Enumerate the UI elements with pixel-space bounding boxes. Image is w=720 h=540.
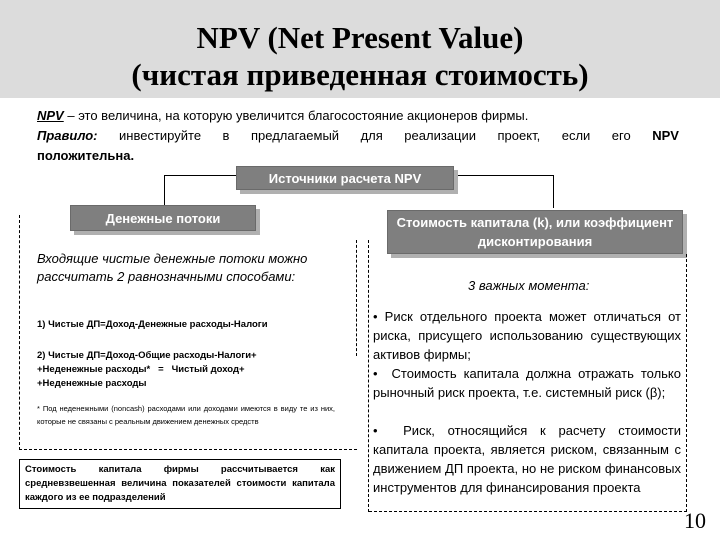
- npv-definition-text: – это величина, на которую увеличится благосостояние акционеров фирмы.: [63, 108, 529, 123]
- page-subtitle: (чистая приведенная стоимость): [131, 57, 589, 92]
- method-2-line2: +Неденежные расходы* = Чистый доход+: [37, 364, 245, 375]
- connector-right-down: [553, 175, 554, 208]
- rule-line-2: [37, 146, 679, 166]
- title-banner: [0, 0, 720, 98]
- method-2-line1: 2) Чистые ДП=Доход-Общие расходы-Налоги+: [37, 350, 257, 361]
- cost-of-capital-box: Стоимость капитала (k), или коэффициент дисконтирования: [387, 210, 683, 254]
- noncash-footnote: * Под неденежными (noncash) расходами или доходами имеются в виду те из них, которые не связаны с реальным движением денежных средств: [37, 404, 335, 426]
- cash-flows-box: Денежные потоки: [70, 205, 256, 231]
- cash-flow-intro: Входящие чистые денежные потоки можно рассчитать 2 равнозначными способами:: [37, 251, 308, 284]
- rule-line-1: [37, 126, 679, 146]
- key-point-2: • Стоимость капитала должна отражать только рыночный риск проекта, т.е. системный риск (β);: [373, 366, 681, 400]
- key-points-heading: 3 важных момента:: [468, 278, 590, 293]
- method-2-line3: +Неденежные расходы: [37, 378, 147, 389]
- right-panel-left-border: [368, 240, 369, 512]
- npv-definition: [37, 106, 679, 126]
- npv-sources-box: Источники расчета NPV: [236, 166, 454, 190]
- capital-cost-note: Стоимость капитала фирмы рассчитывается как средневзвешенная величина показателей стоимости капитала каждого из ее подразделений: [19, 459, 341, 509]
- key-point-1: • Риск отдельного проекта может отличаться от риска, присущего использованию существующих активов фирмы;: [373, 309, 681, 362]
- key-point-3: • Риск, относящийся к расчету стоимости капитала проекта, является риском, связанным с движением ДП проекта, но не риском финансовых инструментов для финансирования проекта: [373, 423, 681, 495]
- rule-text-end: положительна.: [37, 148, 135, 163]
- page-number: 10: [684, 508, 706, 533]
- right-panel-right-border: [686, 254, 687, 512]
- connector-left-down: [164, 175, 165, 206]
- rule-npv: NPV: [652, 128, 679, 143]
- connector-right: [454, 175, 554, 176]
- page-title: NPV (Net Present Value): [196, 20, 524, 55]
- left-panel-divider: [356, 240, 358, 356]
- method-1: 1) Чистые ДП=Доход-Денежные расходы-Налоги: [37, 319, 268, 330]
- rule-text: инвестируйте в предлагаемый для реализации проект, если его: [119, 128, 631, 143]
- rule-term: Правило:: [37, 128, 98, 143]
- npv-term: NPV: [37, 108, 64, 123]
- connector-left: [164, 175, 236, 176]
